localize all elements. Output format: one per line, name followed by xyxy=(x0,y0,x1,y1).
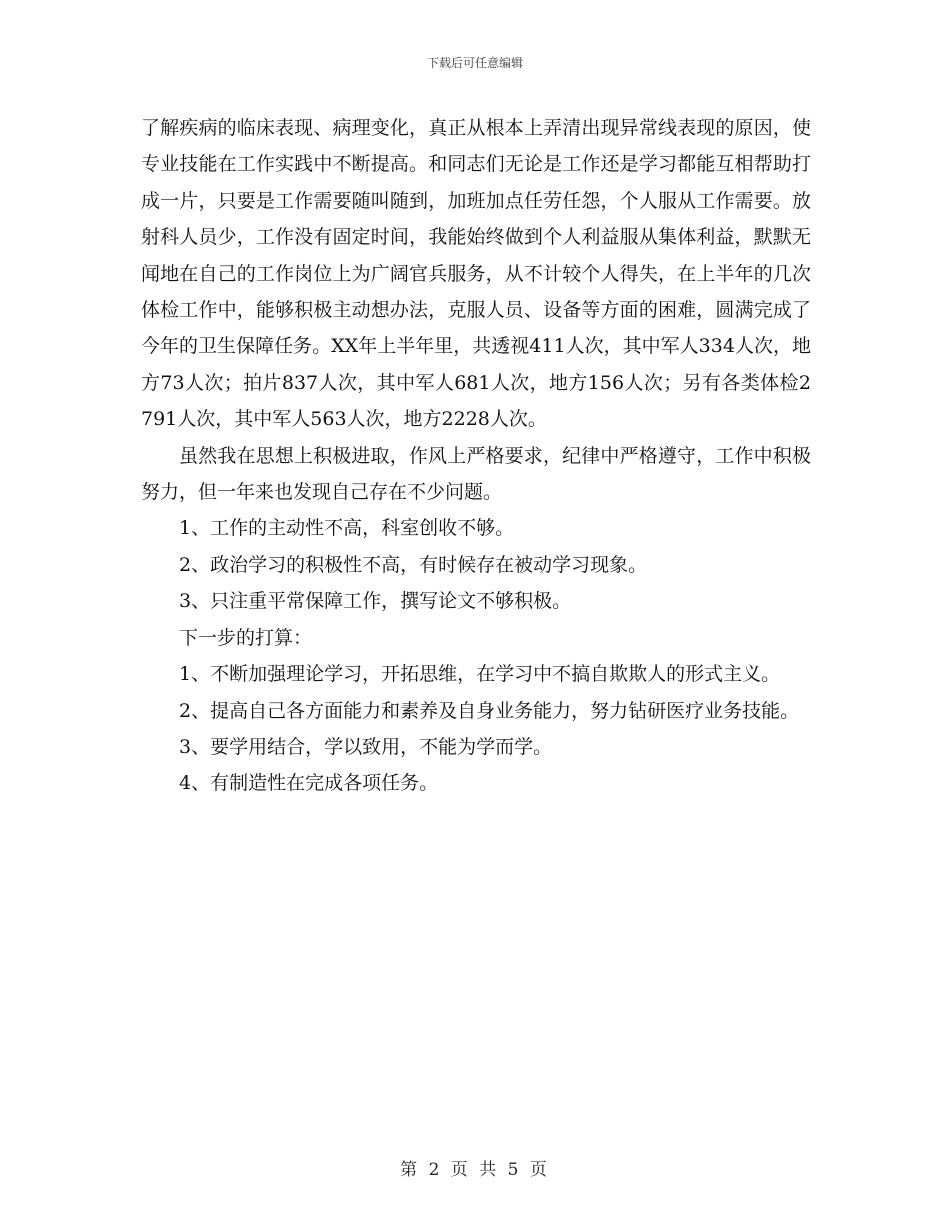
plan-item-2: 2、提高自己各方面能力和素养及自身业务能力，努力钻研医疗业务技能。 xyxy=(179,699,800,722)
plan-item-3: 3、要学用结合，学以致用，不能为学而学。 xyxy=(179,735,553,758)
problem-item-1: 1、工作的主动性不高，科室创收不够。 xyxy=(179,517,515,540)
page-header: 下载后可任意编辑 xyxy=(426,56,523,70)
plan-heading: 下一步的打算： xyxy=(179,626,313,649)
document-body xyxy=(141,110,811,802)
plan-item-1: 1、不断加强理论学习，开拓思维，在学习中不搞自欺欺人的形式主义。 xyxy=(179,663,781,686)
plan-item-4: 4、有制造性在完成各项任务。 xyxy=(179,772,439,795)
paragraph-continuation: 了解疾病的临床表现、病理变化，真正从根本上弄清出现异常线表现的原因，使专业技能在工作实践中不断提高。和同志们无论是工作还是学习都能互相帮助打成一片，只要是工作需要随叫随到，加班加点任劳任怨，个人服从工作需要。放射科人员少，工作没有固定时间，我能始终做到个人利益服从集体利益，默默无闻地在自己的工作岗位上为广阔官兵服务，从不计较个人得失，在上半年的几次体检工作中，能够积极主动想办法，克服人员、设备等方面的困难，圆满完成了今年的卫生保障任务。XX年上半年里，共透视411人次，其中军人334人次，地方73人次；拍片837人次，其中军人681人次，地方156人次；另有各类体检2791人次，其中军人563人次，地方2228人次。 xyxy=(141,117,811,431)
problem-item-3: 3、只注重平常保障工作，撰写论文不够积极。 xyxy=(179,590,572,613)
problem-item-2: 2、政治学习的积极性不高，有时候存在被动学习现象。 xyxy=(179,553,648,576)
paragraph-problems-intro: 虽然我在思想上积极进取，作风上严格要求，纪律中严格遵守，工作中积极努力，但一年来也发现自己存在不少问题。 xyxy=(141,444,811,504)
page-number: 第 2 页 共 5 页 xyxy=(400,1160,550,1180)
